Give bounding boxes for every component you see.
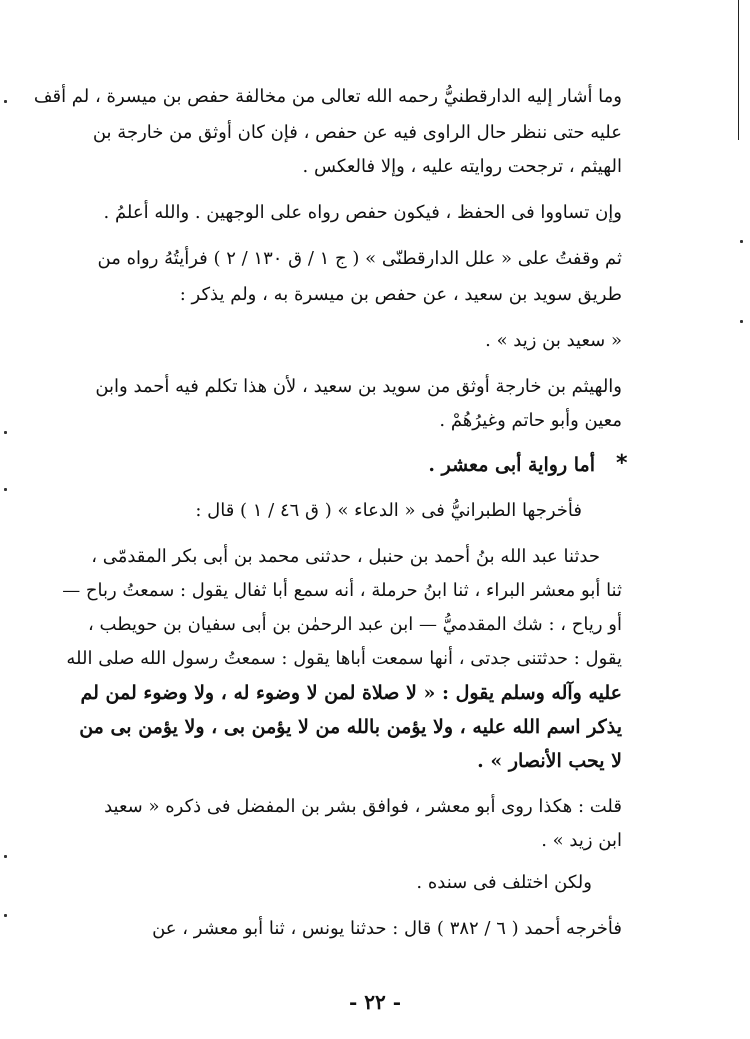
text-line: أو رياح ، : شك المقدميُّ — ابن عبد الرحمٰن بن أبى سفيان بن حويطب ، [88, 614, 622, 635]
scan-mark [4, 431, 7, 434]
text-line: يقول : حدثتنى جدتى ، أنها سمعت أباها يقول : سمعتُ رسول الله صلى الله [66, 648, 622, 669]
text-line: عليه حتى ننظر حال الراوى فيه عن حفص ، فإن كان أوثق من خارجة بن [92, 122, 622, 143]
scan-mark [4, 855, 7, 858]
text-line: فأخرجها الطبرانيُّ فى « الدعاء » ( ق ٤٦ / ١ ) قال : [195, 500, 582, 521]
page-number: - ٢٢ - [348, 990, 401, 1014]
scan-mark [4, 488, 7, 491]
scan-mark [740, 320, 743, 323]
text-line: قلت : هكذا روى أبو معشر ، فوافق بشر بن المفضل فى ذكره « سعيد [104, 796, 622, 817]
text-line: وإن تساووا فى الحفظ ، فيكون حفص رواه على الوجهين . والله أعلمُ . [103, 202, 622, 223]
text-line: « سعيد بن زيد » . [485, 330, 622, 351]
text-line: ثم وقفتُ على « علل الدارقطنّى » ( ج ١ / ق ١٣٠ / ٢ ) فرأيتُهُ رواه من [97, 248, 622, 269]
page-edge-line [738, 0, 739, 140]
text-line: فأخرجه أحمد ( ٦ / ٣٨٢ ) قال : حدثنا يونس ، ثنا أبو معشر ، عن [152, 918, 622, 939]
scan-mark [4, 100, 7, 103]
text-line: حدثنا عبد الله بنُ أحمد بن حنبل ، حدثنى محمد بن أبى بكر المقدمّى ، [91, 546, 600, 567]
hadith-text: عليه وآله وسلم يقول : « لا صلاة لمن لا وضوء له ، ولا وضوء لمن لم [80, 682, 622, 704]
text-line: ثنا أبو معشر البراء ، ثنا ابنُ حرملة ، أنه سمع أبا ثفال يقول : سمعتُ رباح — [62, 580, 622, 601]
hadith-text: لا يحب الأنصار » . [477, 750, 622, 772]
section-heading: أما رواية أبى معشر . [428, 454, 595, 476]
text-line: وما أشار إليه الدارقطنيُّ رحمه الله تعالى من مخالفة حفص بن ميسرة ، لم أقف [33, 86, 622, 107]
hadith-text: يذكر اسم الله عليه ، ولا يؤمن بالله من لا يؤمن بى ، ولا يؤمن بى من [79, 716, 622, 738]
text-line: معين وأبو حاتم وغيرُهُمْ . [439, 410, 622, 431]
text-line: والهيثم بن خارجة أوثق من سويد بن سعيد ، لأن هذا تكلم فيه أحمد وابن [95, 376, 622, 397]
scan-mark [4, 914, 7, 917]
bullet-star: * [616, 451, 628, 476]
text-line: طريق سويد بن سعيد ، عن حفص بن ميسرة به ، ولم يذكر : [179, 284, 622, 305]
scan-mark [740, 240, 743, 243]
text-line: ابن زيد » . [541, 830, 622, 851]
text-line: الهيثم ، ترجحت روايته عليه ، وإلا فالعكس . [302, 156, 622, 177]
text-line: ولكن اختلف فى سنده . [416, 872, 592, 893]
